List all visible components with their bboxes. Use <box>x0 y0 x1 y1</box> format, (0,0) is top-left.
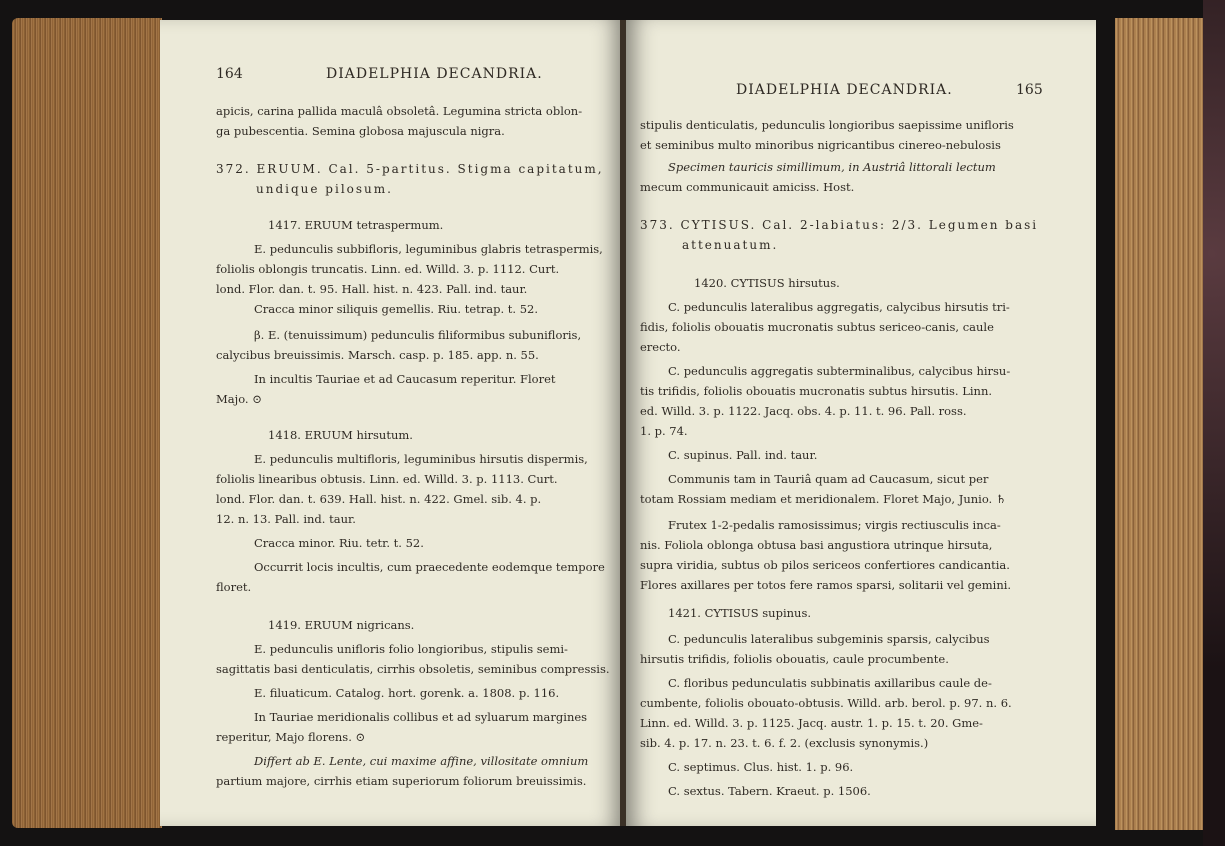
left-page-number: 164 <box>216 66 243 82</box>
text-line: sib. 4. p. 17. n. 23. t. 6. f. 2. (exclusis synonymis.) <box>640 736 929 750</box>
text-line: Frutex 1-2-pedalis ramosissimus; virgis rectiusculis inca- <box>668 518 1001 532</box>
text-line: sagittatis basi denticulatis, cirrhis obsoletis, seminibus compressis. <box>216 662 610 676</box>
text-line: floret. <box>216 580 252 594</box>
right-page-edges <box>1115 18 1207 830</box>
right-page <box>626 20 1096 826</box>
text-line: foliolis linearibus obtusis. Linn. ed. Willd. 3. p. 1113. Curt. <box>216 472 558 486</box>
text-line: Majo. ⊙ <box>216 392 262 406</box>
right-page-number: 165 <box>1016 82 1043 98</box>
text-line: Linn. ed. Willd. 3. p. 1125. Jacq. austr. 1. p. 15. t. 20. Gme- <box>640 716 983 730</box>
text-line: fidis, foliolis obouatis mucronatis subtus sericeo-canis, caule <box>640 320 994 334</box>
text-line: Occurrit locis incultis, cum praecedente eodemque tempore <box>254 560 605 574</box>
text-line: reperitur, Majo florens. ⊙ <box>216 730 366 744</box>
text-line: Specimen tauricis simillimum, in Austriâ littorali lectum <box>668 160 996 174</box>
text-line: nis. Foliola oblonga obtusa basi angustiora utrinque hirsuta, <box>640 538 993 552</box>
text-line: apicis, carina pallida maculâ obsoletâ. Legumina stricta oblon- <box>216 104 583 118</box>
species-heading: 1420. CYTISUS hirsutus. <box>694 276 840 290</box>
text-line: tis trifidis, foliolis obouatis mucronatis subtus hirsutis. Linn. <box>640 384 993 398</box>
text-line: Flores axillares per totos fere ramos sparsi, solitarii vel gemini. <box>640 578 1012 592</box>
text-line: E. pedunculis subbifloris, leguminibus glabris tetraspermis, <box>254 242 603 256</box>
text-line: Cracca minor siliquis gemellis. Riu. tetrap. t. 52. <box>254 302 539 316</box>
genus-heading: 373. CYTISUS. Cal. 2-labiatus: 2/3. Legumen basi <box>640 218 1039 232</box>
species-heading: 1418. ERUUM hirsutum. <box>268 428 413 442</box>
genus-heading-cont: undique pilosum. <box>256 182 393 196</box>
text-line: mecum communicauit amiciss. Host. <box>640 180 855 194</box>
text-line: C. pedunculis lateralibus subgeminis sparsis, calycibus <box>668 632 990 646</box>
text-line: ed. Willd. 3. p. 1122. Jacq. obs. 4. p. 11. t. 96. Pall. ross. <box>640 404 967 418</box>
text-line: et seminibus multo minoribus nigricantibus cinereo-nebulosis <box>640 138 1001 152</box>
text-line: C. septimus. Clus. hist. 1. p. 96. <box>668 760 854 774</box>
marbled-cover <box>1203 0 1225 846</box>
text-line: Cracca minor. Riu. tetr. t. 52. <box>254 536 424 550</box>
text-line: C. supinus. Pall. ind. taur. <box>668 448 818 462</box>
genus-heading: 372. ERUUM. Cal. 5-partitus. Stigma capitatum, <box>216 162 604 176</box>
text-line: In incultis Tauriae et ad Caucasum reperitur. Floret <box>254 372 556 386</box>
text-line: calycibus breuissimis. Marsch. casp. p. 185. app. n. 55. <box>216 348 539 362</box>
text-line: Differt ab E. Lente, cui maxime affine, villositate omnium <box>254 754 589 768</box>
text-line: E. pedunculis multifloris, leguminibus hirsutis dispermis, <box>254 452 588 466</box>
text-line: 12. n. 13. Pall. ind. taur. <box>216 512 356 526</box>
text-line: supra viridia, subtus ob pilos sericeos confertiores candicantia. <box>640 558 1010 572</box>
text-line: partium majore, cirrhis etiam superiorum foliorum breuissimis. <box>216 774 587 788</box>
text-line: stipulis denticulatis, pedunculis longioribus saepissime unifloris <box>640 118 1014 132</box>
text-line: totam Rossiam mediam et meridionalem. Floret Majo, Junio. ♄ <box>640 492 1007 506</box>
text-line: C. pedunculis aggregatis subterminalibus, calycibus hirsu- <box>668 364 1011 378</box>
text-line: C. floribus pedunculatis subbinatis axillaribus caule de- <box>668 676 992 690</box>
species-heading: 1417. ERUUM tetraspermum. <box>268 218 444 232</box>
text-line: 1. p. 74. <box>640 424 688 438</box>
species-heading: 1421. CYTISUS supinus. <box>668 606 812 620</box>
text-line: In Tauriae meridionalis collibus et ad syluarum margines <box>254 710 588 724</box>
text-line: lond. Flor. dan. t. 639. Hall. hist. n. 422. Gmel. sib. 4. p. <box>216 492 542 506</box>
text-line: cumbente, foliolis obouato-obtusis. Willd. arb. berol. p. 97. n. 6. <box>640 696 1012 710</box>
left-page-edges <box>12 18 162 828</box>
text-line: hirsutis trifidis, foliolis obouatis, caule procumbente. <box>640 652 949 666</box>
left-page-header: DIADELPHIA DECANDRIA. <box>326 66 543 82</box>
text-line: erecto. <box>640 340 681 354</box>
text-line: ga pubescentia. Semina globosa majuscula nigra. <box>216 124 505 138</box>
text-line: β. E. (tenuissimum) pedunculis filiformibus subunifloris, <box>254 328 582 342</box>
text-line: Communis tam in Tauriâ quam ad Caucasum, sicut per <box>668 472 989 486</box>
species-heading: 1419. ERUUM nigricans. <box>268 618 415 632</box>
left-page <box>160 20 623 826</box>
text-line: C. sextus. Tabern. Kraeut. p. 1506. <box>668 784 871 798</box>
text-line: E. filuaticum. Catalog. hort. gorenk. a. 1808. p. 116. <box>254 686 560 700</box>
text-line: lond. Flor. dan. t. 95. Hall. hist. n. 423. Pall. ind. taur. <box>216 282 528 296</box>
right-page-header: DIADELPHIA DECANDRIA. <box>736 82 953 98</box>
genus-heading-cont: attenuatum. <box>682 238 779 252</box>
text-line: foliolis oblongis truncatis. Linn. ed. Willd. 3. p. 1112. Curt. <box>216 262 560 276</box>
text-line: E. pedunculis unifloris folio longioribus, stipulis semi- <box>254 642 568 656</box>
text-line: C. pedunculis lateralibus aggregatis, calycibus hirsutis tri- <box>668 300 1010 314</box>
